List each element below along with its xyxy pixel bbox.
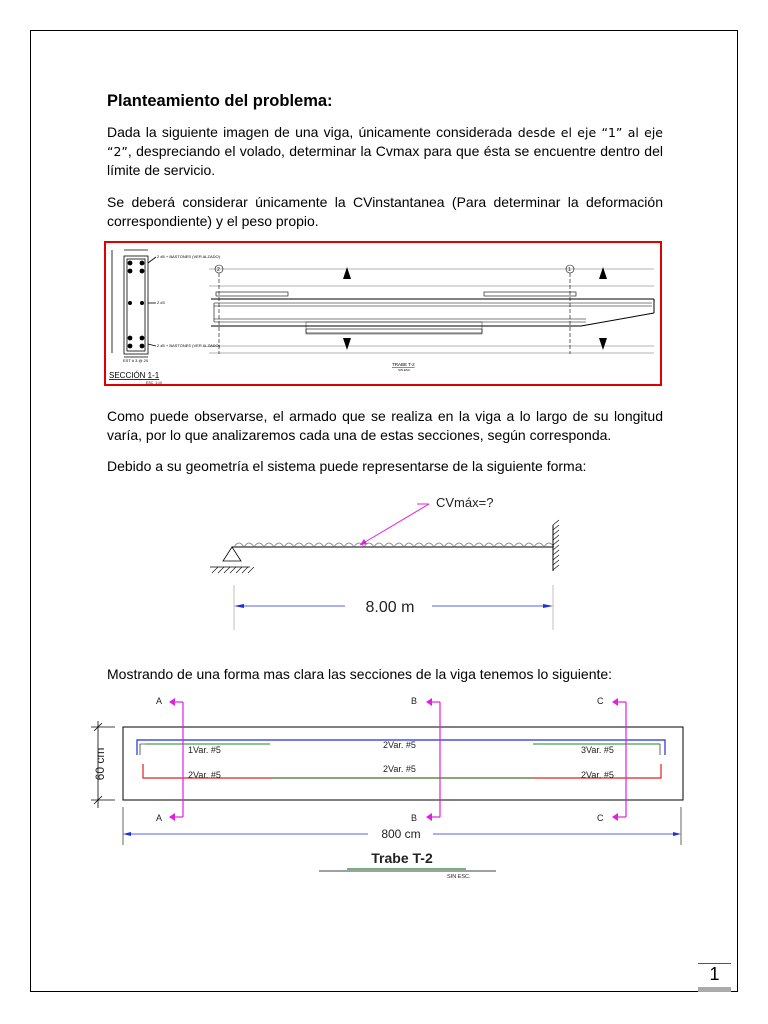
cut-label-c-bottom: C (597, 813, 604, 823)
section-cut-arrows (169, 698, 618, 821)
beam-elevation (209, 265, 654, 354)
reinforcement-diagram (85, 690, 700, 890)
length-arrow-left (123, 832, 131, 836)
paragraph-5: Mostrando de una forma mas clara las secciones de la viga tenemos lo siguiente: (107, 666, 613, 682)
bars-mid-label: 2 #3 (157, 300, 165, 305)
bars-bottom-label: 2 #5 + BASTONES (VER ALZADO) (157, 343, 220, 348)
distributed-load (234, 543, 554, 547)
bars-top-label: 2 #5 + BASTONES (VER ALZADO) (157, 254, 220, 259)
beam-model-diagram (200, 485, 580, 635)
p1-text-c: , despreciando el volado, determinar la Cvmax para que ésta se encuentre dentro del límite de servicio. (107, 143, 663, 178)
fixed-support-hatch (553, 520, 559, 570)
page-number-bar (698, 987, 731, 992)
section-detail (112, 250, 156, 357)
length-arrow-right (673, 832, 681, 836)
cut-label-b-bottom: B (411, 813, 418, 823)
drawing-svg (106, 243, 660, 384)
structural-drawing (104, 241, 662, 386)
cut-label-b-top: B (411, 696, 418, 706)
label-bot-mid: 2Var. #5 (383, 764, 416, 774)
axis-left-label: 2 (217, 267, 220, 273)
height-label: 60 cm (93, 747, 107, 781)
dim-arrow-right (543, 604, 553, 608)
label-top-right: 3Var. #5 (581, 745, 614, 755)
span-label: 8.00 m (365, 599, 415, 616)
page-number: 1 (709, 964, 720, 984)
stirrups-label: EST # 3 @ 20 (123, 358, 149, 363)
heading: Planteamiento del problema: (107, 92, 333, 110)
cut-label-a-bottom: A (156, 813, 163, 823)
load-leader-line (360, 504, 429, 545)
p1-text-a: Dada la siguiente imagen de una viga, únicamente considera (107, 124, 497, 140)
label-bot-right: 2Var. #5 (581, 770, 614, 780)
section-title: SECCIÓN 1-1 (109, 371, 160, 380)
pin-support (223, 547, 241, 561)
load-label: CVmáx=? (436, 495, 494, 510)
diagram-title: Trabe T-2 (371, 850, 433, 866)
cut-label-c-top: C (597, 696, 604, 706)
support-symbols (343, 267, 607, 350)
length-label: 800 cm (381, 827, 421, 841)
beam-title: TRABE T-2 (392, 362, 415, 367)
paragraph-4: Debido a su geometría el sistema puede representarse de la siguiente forma: (107, 458, 587, 474)
label-top-left: 1Var. #5 (188, 745, 221, 755)
page-number-topline (698, 963, 731, 964)
section-scale: ESC. 1:10 (146, 381, 162, 384)
axis-right-label: 1 (568, 267, 571, 273)
label-bot-left: 2Var. #5 (188, 770, 221, 780)
diagram-scale: SIN ESC. (447, 874, 471, 880)
support-hatch (212, 567, 254, 573)
dim-arrow-left (234, 604, 244, 608)
paragraph-1 (107, 123, 663, 180)
label-top-mid: 2Var. #5 (383, 740, 416, 750)
paragraph-3: Como puede observarse, el armado que se realiza en la viga a lo largo de su longitud varía, por lo que analizaremos cada una de estas secciones, según corresponda. (107, 408, 663, 443)
cut-label-a-top: A (156, 696, 163, 706)
paragraph-2: Se deberá considerar únicamente la CVinstantanea (Para determinar la deformación correspondiente) y el peso propio. (107, 194, 663, 229)
beam-scale: SIN ESC. (398, 368, 411, 372)
p1-text-b: da desde el eje “1” al eje “2” (107, 125, 664, 159)
